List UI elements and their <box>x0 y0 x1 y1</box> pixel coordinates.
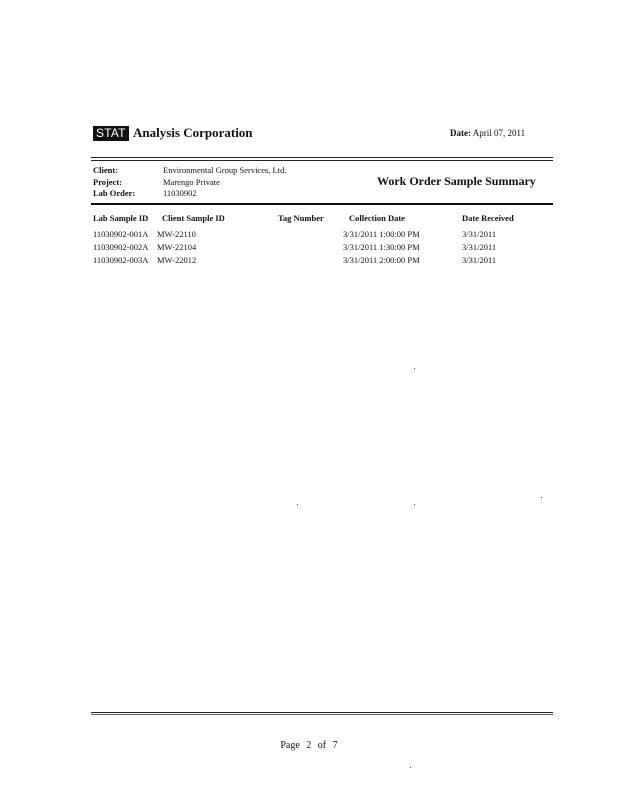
cell-client-sample-id: MW-22012 <box>157 255 197 265</box>
info-rule <box>91 203 553 205</box>
page-total: 7 <box>332 740 338 751</box>
cell-date-received: 3/31/2011 <box>462 242 497 252</box>
footer-rule-lower <box>91 714 553 715</box>
cell-client-sample-id: MW-22110 <box>157 229 196 239</box>
header-rule <box>91 157 553 158</box>
cell-collection-date: 3/31/2011 1:30:00 PM <box>343 242 420 252</box>
date-label: Date: <box>450 128 471 138</box>
lab-order-value: 11030902 <box>163 188 197 198</box>
scan-speck <box>410 767 411 768</box>
cell-lab-sample-id: 11030902-002A <box>93 242 149 252</box>
cell-lab-sample-id: 11030902-003A <box>93 255 149 265</box>
cell-collection-date: 3/31/2011 1:00:00 PM <box>343 229 420 239</box>
project-value: Marengo Private <box>163 177 220 187</box>
scan-speck <box>297 504 298 505</box>
company-name: Analysis Corporation <box>133 125 253 140</box>
project-label: Project: <box>93 177 123 187</box>
client-value: Environmental Group Services, Ltd. <box>163 165 287 175</box>
page-current: 2 <box>306 740 312 751</box>
client-label: Client: <box>93 165 119 175</box>
page-number <box>0 739 618 752</box>
page-of: of <box>317 740 327 751</box>
cell-date-received: 3/31/2011 <box>462 255 497 265</box>
footer-rule <box>91 712 553 713</box>
col-header-date-received: Date Received <box>462 213 514 223</box>
lab-order-label: Lab Order: <box>93 188 136 198</box>
col-header-client-sample-id: Client Sample ID <box>162 213 225 223</box>
cell-client-sample-id: MW-22104 <box>157 242 197 252</box>
company-logo: STAT <box>93 126 129 141</box>
date-value: April 07, 2011 <box>472 128 526 138</box>
document-title: Work Order Sample Summary <box>377 174 536 188</box>
col-header-tag-number: Tag Number <box>278 213 324 223</box>
report-date <box>450 127 525 139</box>
page-label: Page <box>280 740 300 751</box>
header-rule-lower <box>91 160 553 161</box>
col-header-collection-date: Collection Date <box>349 213 405 223</box>
scan-speck <box>414 368 415 369</box>
cell-collection-date: 3/31/2011 2:00:00 PM <box>343 255 420 265</box>
scan-speck <box>414 504 415 505</box>
cell-lab-sample-id: 11030902-001A <box>93 229 149 239</box>
scan-speck <box>541 497 542 498</box>
cell-date-received: 3/31/2011 <box>462 229 497 239</box>
col-header-lab-sample-id: Lab Sample ID <box>93 213 149 223</box>
